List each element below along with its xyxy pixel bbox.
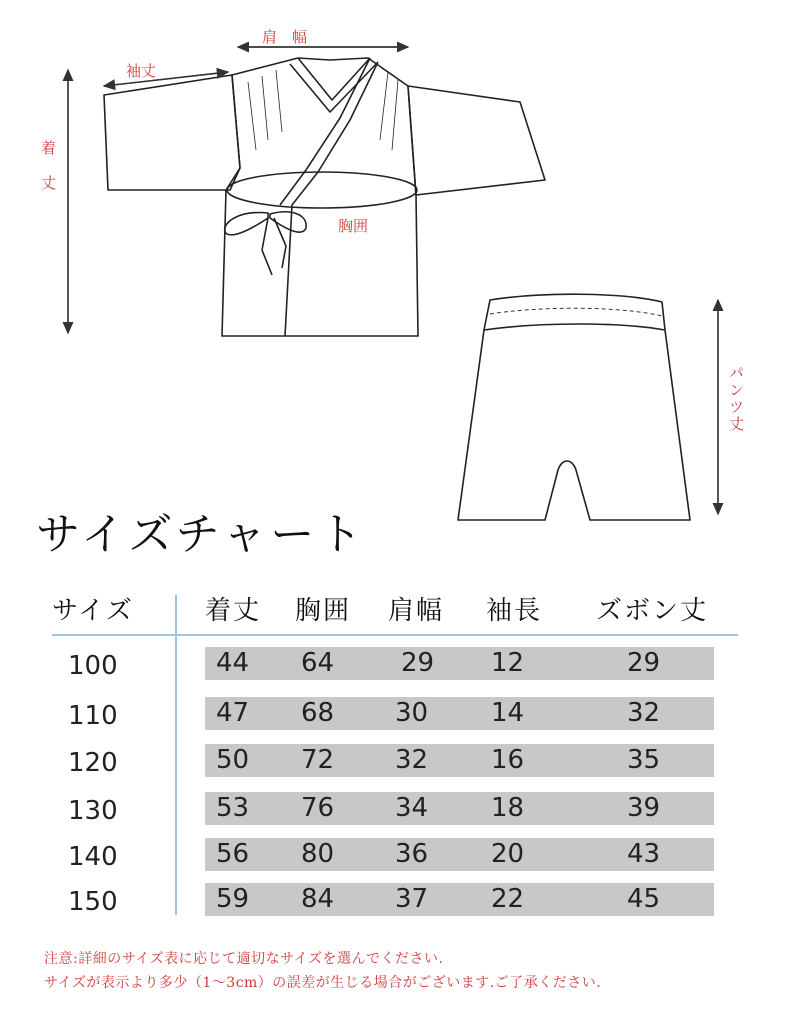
value-sleeve-length: 18 [491, 793, 525, 823]
value-pants-length: 29 [627, 648, 661, 678]
size-cell: 130 [68, 796, 118, 826]
value-sleeve-length: 22 [491, 884, 525, 914]
value-shoulder-width: 32 [395, 745, 429, 775]
header-pants-length: ズボン丈 [596, 596, 709, 626]
value-shoulder-width: 37 [395, 884, 429, 914]
value-garment-length: 59 [216, 884, 250, 914]
value-sleeve-length: 12 [491, 648, 525, 678]
value-chest: 68 [301, 698, 335, 728]
value-chest: 72 [301, 745, 335, 775]
value-chest: 84 [301, 884, 335, 914]
value-shoulder-width: 30 [395, 698, 429, 728]
size-cell: 110 [68, 701, 118, 731]
row-bar [205, 647, 714, 680]
value-shoulder-width: 29 [401, 648, 435, 678]
header-garment-length: 着丈 [205, 596, 262, 626]
header-shoulder-width: 肩幅 [388, 596, 445, 626]
header-rule [52, 634, 738, 636]
value-pants-length: 32 [627, 698, 661, 728]
value-pants-length: 39 [627, 793, 661, 823]
row-bar [205, 697, 714, 730]
value-pants-length: 45 [627, 884, 661, 914]
value-pants-length: 43 [627, 839, 661, 869]
value-shoulder-width: 34 [395, 793, 429, 823]
value-sleeve-length: 20 [491, 839, 525, 869]
size-cell: 140 [68, 842, 118, 872]
header-sleeve-length: 袖長 [486, 596, 543, 626]
size-cell: 100 [68, 651, 118, 681]
row-bar [205, 744, 714, 777]
column-rule [175, 595, 177, 915]
value-garment-length: 56 [216, 839, 250, 869]
value-chest: 80 [301, 839, 335, 869]
sleeve-length-label: 袖丈 [126, 62, 157, 80]
row-bar [205, 838, 714, 871]
shoulder-width-label: 肩 幅 [262, 28, 308, 46]
value-chest: 64 [301, 648, 335, 678]
chest-label: 胸囲 [338, 217, 369, 235]
value-chest: 76 [301, 793, 335, 823]
value-sleeve-length: 16 [491, 745, 525, 775]
value-garment-length: 47 [216, 698, 250, 728]
note-line-1: 注意:詳細のサイズ表に応じて適切なサイズを選んでください. [44, 951, 444, 967]
size-chart-title: サイズチャート [36, 509, 367, 560]
value-sleeve-length: 14 [491, 698, 525, 728]
value-garment-length: 50 [216, 745, 250, 775]
value-garment-length: 44 [216, 648, 250, 678]
value-shoulder-width: 36 [395, 839, 429, 869]
header-chest: 胸囲 [295, 596, 352, 626]
size-cell: 150 [68, 887, 118, 917]
value-pants-length: 35 [627, 745, 661, 775]
row-bar [205, 792, 714, 825]
garment-length-label: 着丈 [39, 140, 57, 210]
note-line-2: サイズが表示より多少（1～3cm）の誤差が生じる場合がございます.ご了承ください. [44, 975, 602, 991]
header-size: サイズ [52, 596, 134, 626]
value-garment-length: 53 [216, 793, 250, 823]
pants-length-label: パンツ丈 [727, 365, 745, 433]
row-bar [205, 883, 714, 916]
size-cell: 120 [68, 748, 118, 778]
